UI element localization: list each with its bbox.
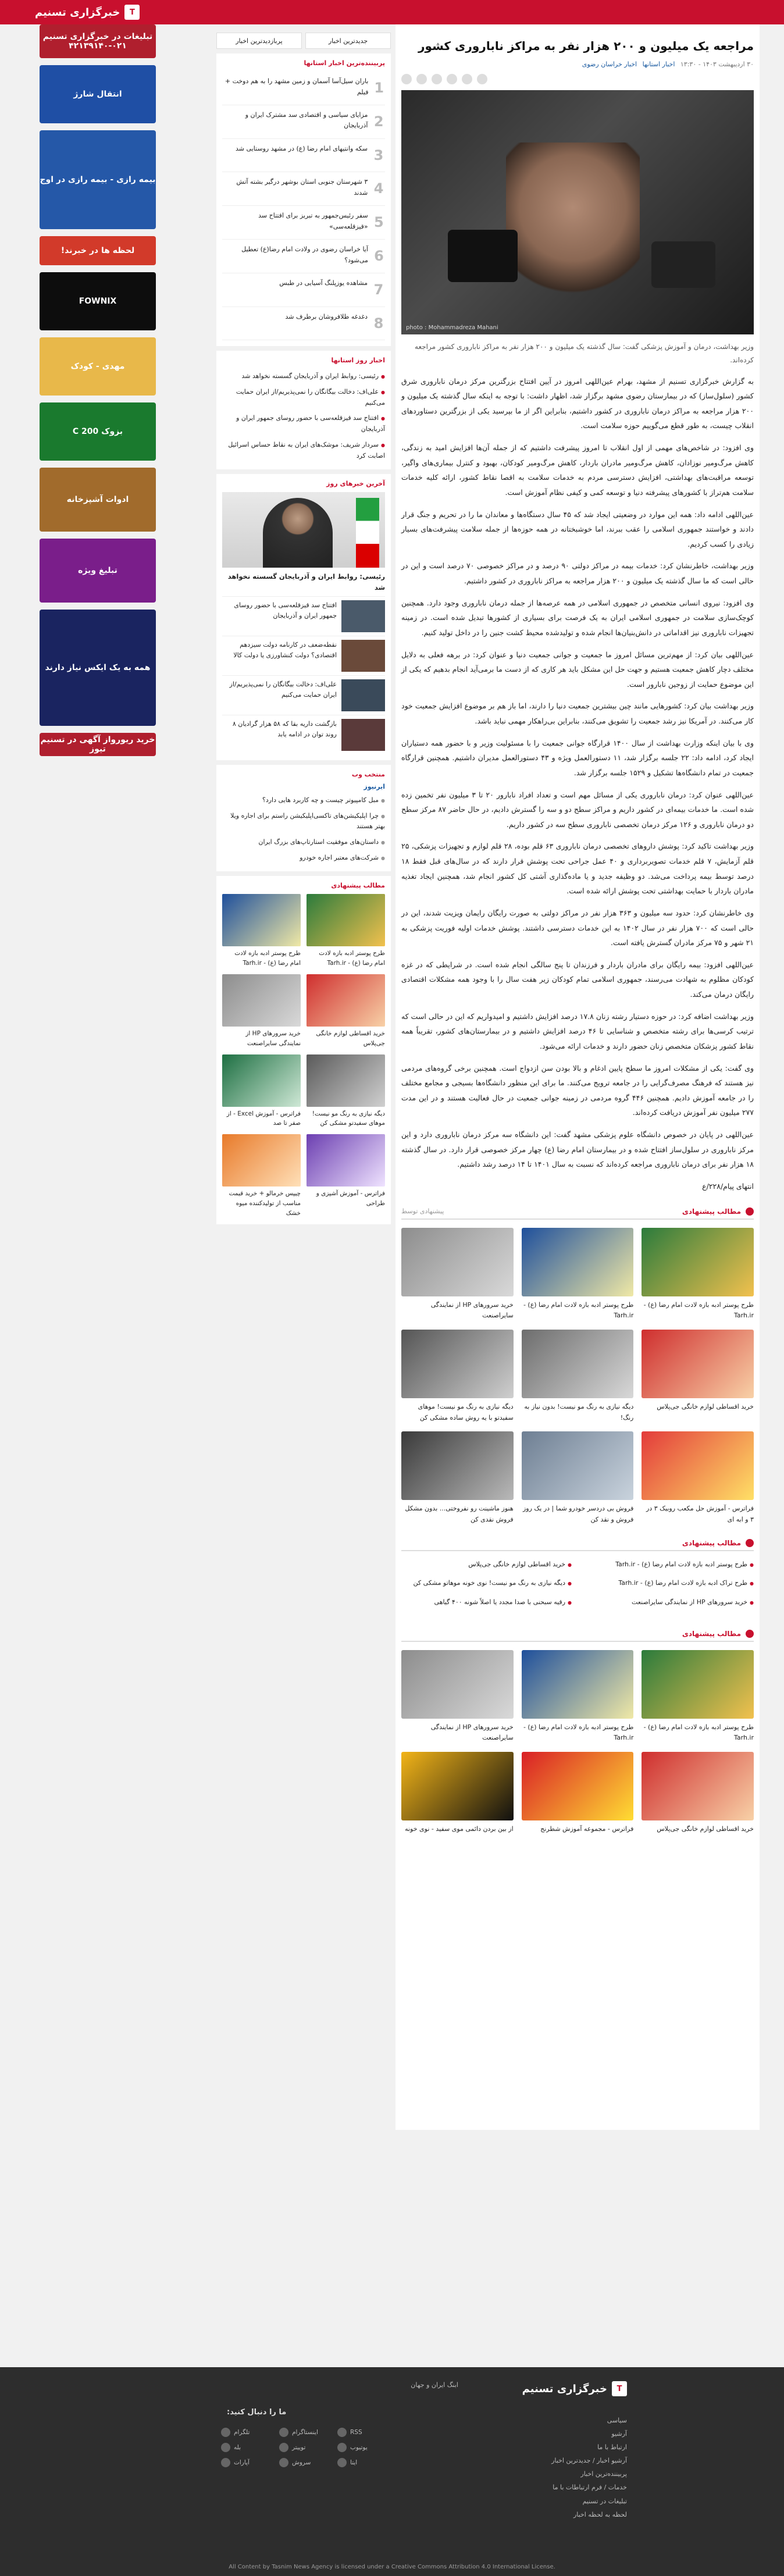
copyright-text: All Content by Tasnim News Agency is licensed under a Creative Commons Attribution 4.0 International License. xyxy=(229,2564,555,2570)
web-picks-box xyxy=(216,765,391,871)
article-paragraph: عین‌اللهی بیان کرد: از مهم‌ترین مسائل امروز ما جمعیت و جوانی جمعیت دنیا و عنوان کرد: در برهه فعلی به دلایل مختلف دچار کاهش جمعیت هستیم و جهت حل این مشکل باید هر کاری که از دست ما برمی‌آید انجام بدهیم که یکی از این موضوع حمایت از زوجین نابارور است. xyxy=(401,650,754,689)
image-caption: photo : Mohammadreza Mahani xyxy=(406,325,498,331)
text-recommendations xyxy=(401,1551,754,1616)
ranked-news-item[interactable] xyxy=(222,139,385,173)
article-paragraph: به گزارش خبرگزاری تسنیم از مشهد، بهرام عین‌اللهی امروز در آیین افتتاح بزرگترین مرکز درمان ناباروری شرق کشور (سلول‌ساز) که در بیمارستان رضوی مشهد برگزار شد، اظهار داشت: با توجه به اینکه سال گذشته یک میلیون و ۲۰۰ هزار مراجعه به مراکز درمان ناباروری در کشور داشتیم، بنابراین اگر از ما بپرسید یکی از بزرگترین دستاوردهای انقلاب چیست، به طور قطع می‌گوییم حوزه سلامت است. xyxy=(401,376,754,430)
ranked-news-title[interactable]: سفر رئیس‌جمهور به تبریز برای افتتاح سد «قیزقلعه‌سی» xyxy=(258,212,368,230)
footer-logo[interactable] xyxy=(522,2381,627,2396)
text-recommendation-link[interactable]: ● طرح تراک ادبه بازه لادت امام رضا (ع) - Tarh.ir xyxy=(583,1576,754,1591)
follow-link-label: اینستاگرام xyxy=(292,2429,318,2436)
ranked-news-item[interactable] xyxy=(222,273,385,307)
logo-text: خبرگزاری تسنیم xyxy=(35,6,120,19)
social-icon xyxy=(279,2443,288,2452)
recommendation-thumbnail[interactable] xyxy=(642,1431,754,1500)
article-paragraph: وی با بیان اینکه وزارت بهداشت از سال ۱۴۰۰ قرارگاه جوانی جمعیت را با مسئولیت وزیر و با حضور همه دستیاران ایجاد کرد، ادامه داد: ۲۲ جلسه برگزار شد، ۱۱ دستورالعمل ویژه و ۴۳ دستورالعمل مدیران داشتیم. همچنین قرارگاه جمعیت در تمام دانشگاه‌ها تشکیل و ۱۵۲۹ جلسه برگزار شد. xyxy=(401,738,754,777)
recommendation-thumbnail[interactable] xyxy=(401,1752,514,1820)
feature-news-image[interactable] xyxy=(222,492,385,568)
sidebar-recommendation-card[interactable] xyxy=(222,1134,301,1218)
sidebar-recommendations-grid xyxy=(222,894,385,1218)
recommendations-grid xyxy=(401,1228,754,1526)
rank-number: 7 xyxy=(373,281,384,298)
recommendation-card[interactable] xyxy=(642,1228,754,1321)
advertisement-banner[interactable]: تبلیغات در خبرگزاری تسنیم ۰۲۱-۴۲۱۳۹۱۴۰ xyxy=(40,24,156,58)
latest-news-title[interactable]: علی‌اف: دخالت بیگانگان را نمی‌پذیریم/از ایران حمایت می‌کنیم xyxy=(229,680,337,699)
latest-news-title: آخرین خبرهای روز xyxy=(326,480,385,488)
recommendation-thumbnail[interactable] xyxy=(642,1228,754,1296)
province-news-link[interactable]: ● افتتاح سد قیزقلعه‌سی با حضور روسای جمهور ایران و آذربایجان xyxy=(222,411,385,437)
footer-link[interactable]: آرشیو xyxy=(611,2430,627,2438)
web-pick-link[interactable]: ● چرا اپلیکیشن‌های تاکسی‌اپلیکیشن راستم برای اجاره ویلا بهتر هستند xyxy=(222,808,385,835)
recommendation-card[interactable] xyxy=(522,1650,634,1744)
recommendation-card[interactable] xyxy=(642,1650,754,1744)
recommendation-title[interactable]: فراترس - مجموعه آموزش شطرنج xyxy=(540,1825,634,1833)
section-dot-icon xyxy=(746,1539,754,1547)
latest-news-list xyxy=(222,596,385,754)
rank-number: 8 xyxy=(373,315,384,332)
social-icon xyxy=(337,2443,347,2452)
most-viewed-list xyxy=(222,72,385,340)
footer-link[interactable]: لحظه به لحظه اخبار xyxy=(573,2510,627,2518)
latest-news-item[interactable] xyxy=(222,636,385,675)
latest-news-box xyxy=(216,474,391,760)
article-paragraph: وزیر بهداشت، خاطرنشان کرد: خدمات بیمه در مراکز دولتی ۹۰ درصد و در مراکز خصوصی ۷۰ درصد است و این در حالی است که ما سال گذشته یک میلیون و ۲۰۰ هزار مراجعه به مراکز ناباروری در کشور داشتیم. xyxy=(401,561,754,586)
rank-number: 3 xyxy=(373,147,384,163)
ranked-news-title[interactable]: ۳ شهرستان جنوبی استان بوشهر درگیر بشته آتش شدند xyxy=(236,178,368,197)
recommendation-thumbnail[interactable] xyxy=(642,1330,754,1398)
sidebar-recommendation-title[interactable]: فراترس - آموزش Excel - از صفر تا صد xyxy=(226,1110,301,1127)
latest-news-thumbnail[interactable] xyxy=(341,719,385,751)
recommendation-thumbnail[interactable] xyxy=(522,1650,634,1719)
text-recommendation-link[interactable]: ● خرید اقساطی لوازم خانگی جی‌پلاس xyxy=(401,1557,572,1573)
social-icon xyxy=(279,2458,288,2467)
footer-logo-text: خبرگزاری تسنیم xyxy=(522,2382,607,2395)
latest-news-thumbnail[interactable] xyxy=(341,679,385,711)
sidebar-recommendation-title[interactable]: دیگه نیازی به رنگ مو نیست! موهای سفیدتو مشکی کن xyxy=(312,1110,385,1127)
latest-news-item[interactable] xyxy=(222,675,385,715)
follow-link[interactable] xyxy=(337,2428,390,2437)
province-news-link[interactable]: ● سردار شریف: موشک‌های ایران به نقاط حساس اسرائیل اصابت کرد xyxy=(222,437,385,464)
article-paragraph: وزیر بهداشت تاکید کرد: پوشش داروهای تخصصی درمان ناباروری ۶۳ قلم بوده، ۲۸ قلم لوازم و تجهیزات پزشکی، ۲۵ قلم آزمایش، ۷ قلم خدمات تصویربرداری و ۴۰ عمل جراحی تحت پوشش قرار دارند که در سال‌های قبل فقط ۱۸ درصد توسط بیمه پرداخت می‌شد. دو وظیفه جدید و یا ماده‌گذاری آشتی کل کشور انجام شد، همچنین ایجاد تغذیه مادران باردار با حمایت بهداشتی تحت پوشش ارائه شده است. xyxy=(401,842,754,896)
article-paragraph: وزیر بهداشت اضافه کرد: در حوزه دستیار رشته زنان ۱۷.۸ درصد افزایش داشتیم و امیدواریم که این در حالی است که ترتیب کرسی‌ها برای رشته متخصص و شناسایی تا ۴۶ درصد افزایش داشتیم و در بیمارستان‌های کشور، تقریباً همه نقاط کشور پزشکان متخصص زنان حضور دارند و خدمات ارائه می‌شود. xyxy=(401,1011,754,1050)
follow-link-label: تلگرام xyxy=(234,2429,250,2436)
follow-link-label: آپارات xyxy=(234,2459,250,2466)
recommendation-card[interactable] xyxy=(401,1650,514,1744)
recommendation-card[interactable] xyxy=(522,1752,634,1835)
article-column xyxy=(395,24,760,2130)
recommendation-title[interactable]: خرید اقساطی لوازم خانگی جی‌پلاس xyxy=(657,1402,754,1410)
sidebar-recommendation-title[interactable]: خرید اقساطی لوازم خانگی جی‌پلاس xyxy=(316,1030,385,1047)
ranked-news-item[interactable] xyxy=(222,72,385,105)
province-news-link[interactable]: ● رئیسی: روابط ایران و آذربایجان گسسته نخواهد شد xyxy=(222,369,385,384)
site-header xyxy=(0,0,784,24)
recommendation-card[interactable] xyxy=(642,1752,754,1835)
provinces-news-list xyxy=(222,369,385,464)
microphone-icon xyxy=(651,241,715,288)
article-body xyxy=(401,374,754,1194)
sidebar-recommendation-card[interactable] xyxy=(307,894,385,968)
recommendation-card[interactable] xyxy=(522,1330,634,1423)
recommendation-card[interactable] xyxy=(401,1228,514,1321)
share-icon[interactable] xyxy=(416,74,427,84)
sidebar-recommendation-thumbnail[interactable] xyxy=(222,974,301,1027)
sidebar-recommendation-card[interactable] xyxy=(222,894,301,968)
recommendation-title[interactable]: فراترس - آموزش حل مکعب روبیک ۳ در ۳ و ابه ای xyxy=(646,1505,754,1524)
recommendation-thumbnail[interactable] xyxy=(401,1330,514,1398)
latest-news-item[interactable] xyxy=(222,596,385,636)
ranked-news-item[interactable] xyxy=(222,105,385,139)
tab-most-viewed[interactable]: پربازدیدترین اخبار xyxy=(216,33,302,49)
microphone-icon xyxy=(448,230,518,282)
provinces-news-title: اخبار روز استانها xyxy=(331,357,385,365)
footer-logo-mark-icon: T xyxy=(612,2381,627,2396)
ranked-news-title[interactable]: باران سیل‌آسا آسمان و زمین مشهد را به هم دوخت + فیلم xyxy=(224,77,369,96)
advertisement-banner[interactable]: ادوات آشپزخانه xyxy=(40,468,156,532)
social-icon xyxy=(279,2428,288,2437)
footer-link[interactable]: پربیننده‌ترین اخبار xyxy=(580,2470,627,2478)
article-paragraph: وی افزود: نیروی انسانی متخصص در جمهوری اسلامی در همه عرصه‌ها از جمله درمان ناباروری وجود دارد. همچنین کوچک‌سازی سلامت در جمهوری اسلامی ایران به یک فرصت برای بسیاری از کشورها تبدیل شده است. در زمینه تجهیزات ناباروری نیز اقداماتی در دانش‌بنیان‌ها انجام شده و تولیدشده محیط کشت جنین را در داخل تولید کنیم. xyxy=(401,598,754,637)
recommendations-source: پیشنهادی توسط xyxy=(401,1207,444,1216)
recommendations-title: مطالب پیشنهادی xyxy=(682,1207,741,1216)
advertisement-banner[interactable]: مهدی - کودک xyxy=(40,337,156,396)
latest-news-title[interactable]: بازگشت داریه بقا که ۵۸ هزار گرادیان ۸ روند توان در ادامه یابد xyxy=(232,719,337,738)
sidebar-recommendation-card[interactable] xyxy=(222,974,301,1049)
recommendation-card[interactable] xyxy=(401,1752,514,1835)
recommendation-card[interactable] xyxy=(642,1431,754,1525)
recommendation-title[interactable]: خرید سرورهای HP از نمایندگی سایراصنعت xyxy=(430,1723,514,1742)
recommendation-card[interactable] xyxy=(401,1431,514,1525)
recommendations2-header xyxy=(401,1627,754,1642)
latest-news-title[interactable]: نقطه‌ضعف در کارنامه دولت سیزدهم اقتصادی؟ دولت کنشاورزی یا دولت کالا xyxy=(233,640,337,659)
advertisement-banner[interactable]: همه به یک ایکس نیاز دارند xyxy=(40,610,156,726)
flag-image xyxy=(356,498,379,568)
recommendation-card[interactable] xyxy=(522,1431,634,1525)
font-size-icon[interactable] xyxy=(477,74,487,84)
ranked-news-item[interactable] xyxy=(222,307,385,341)
sidebar-tabs xyxy=(216,33,391,49)
follow-link[interactable] xyxy=(279,2428,332,2437)
sidebar-recommendation-title[interactable]: طرح پوستر ادبه بازه لادت امام رضا (ع) - Tarh.ir xyxy=(319,950,385,967)
text-recommendation-link[interactable]: ● خرید سرورهای HP از نمایندگی سایراصنعت xyxy=(583,1595,754,1611)
rank-number: 4 xyxy=(373,180,384,197)
article-paragraph: وی افزود: در شاخص‌های مهمی از اول انقلاب تا امروز پیشرفت داشتیم که از جمله آن‌ها افزایش امید به زندگی، کاهش مرگ‌ومیر نوزادان، کاهش مرگ‌ومیر مادران باردار، کاهش مرگ‌ومیر کودکان، بهبود و کنترل بیماری‌های واگیر، توسعه مراقبت‌های بهداشتی، افزایش دسترسی مردم به خدمات سلامت به اقصا نقاط کشور، ارائه کلیه خدمات سلامت هم‌تراز با کشورهای پیشرفته دنیا و توسعه کمی و کیفی نظام آموزش است. xyxy=(401,443,754,497)
ranked-news-title[interactable]: سکه وانتیهای امام رضا (ع) در مشهد روستایی شد xyxy=(235,144,368,152)
recommendation-title[interactable]: خرید اقساطی لوازم خانگی جی‌پلاس xyxy=(657,1825,754,1833)
web-picks-title: منتخب وب xyxy=(351,770,385,778)
footer-link[interactable]: سیاسی xyxy=(607,2417,627,2424)
site-logo[interactable] xyxy=(35,5,140,20)
footer-links xyxy=(551,2414,627,2521)
follow-link-label: سروش xyxy=(292,2459,311,2466)
recommendation-thumbnail[interactable] xyxy=(642,1650,754,1719)
article-paragraph: عین‌اللهی در پایان در خصوص دانشگاه علوم پزشکی مشهد گفت: این دانشگاه سه مرکز درمان ناباروری دارد و این مرکز ناباروری در سلول‌ساز افتتاح شده و در بیمارستان امام رضا (ع) چهار مرکز خصوصی قرار دارد. در سال گذشته ۱۸ هزار نفر برای درمان ناباروری مراجعه کرده‌اند که نسبت به سال ۱۴۰۱ تا ۱۴ درصد رشد داشتیم. xyxy=(401,1130,754,1169)
advertisement-banner[interactable]: لحظه ها در خبرند! xyxy=(40,236,156,265)
rank-number: 2 xyxy=(373,113,384,130)
advertisement-banner[interactable]: انتقال شارژ xyxy=(40,65,156,123)
tab-latest[interactable]: جدیدترین اخبار xyxy=(305,33,391,49)
recommendation-thumbnail[interactable] xyxy=(401,1431,514,1500)
latest-news-thumbnail[interactable] xyxy=(341,640,385,672)
ranked-news-title[interactable]: مشاهده یوزپلنگ آسیایی در طبس xyxy=(279,279,368,287)
article-tag-provinces[interactable]: اخبار استانها xyxy=(642,60,675,68)
article-tag-khorasan[interactable]: اخبار خراسان رضوی xyxy=(582,60,637,68)
article-main-image xyxy=(401,90,754,334)
advertisement-banner[interactable]: بزوک C 200 xyxy=(40,402,156,461)
follow-link[interactable] xyxy=(221,2458,273,2467)
sidebar-recommendation-thumbnail[interactable] xyxy=(222,894,301,946)
web-pick-link[interactable]: ● شرکت‌های معتبر اجاره خودرو xyxy=(222,850,385,866)
latest-news-title[interactable]: افتتاح سد قیزقلعه‌سی با حضور روسای جمهور ایران و آذربایجان xyxy=(234,601,337,619)
article-paragraph: وی گفت: یکی از مشکلات امروز ما سطح پایین ادغام و بالا بودن سن ازدواج است. همچنین برخی گروه‌های مردمی نیز هستند که فرهنگ مصرف‌گرایی را در جامعه ترویج می‌کنند. ما برای این منظور دانشگاه‌ها بسیجی و مجامع مختلف را در جامعه آموزش دادیم. همچنین ۴۴۶ گروه مردمی در زمینه جوانی جمعیت در حال فعالیت هستند و در این مدت ۲۷۷ میلیون نفر آموزش دریافت کرده‌اند. xyxy=(401,1063,754,1117)
most-viewed-box xyxy=(216,54,391,346)
recommendation-card[interactable] xyxy=(642,1330,754,1423)
follow-title: ما را دنبال کنید: xyxy=(227,2408,287,2417)
ranked-news-item[interactable] xyxy=(222,240,385,273)
section-dot-icon xyxy=(746,1630,754,1638)
follow-link[interactable] xyxy=(221,2443,273,2452)
sidebar-recommendation-card[interactable] xyxy=(307,1054,385,1129)
most-viewed-title: پربیننده‌ترین اخبار استانها xyxy=(304,59,385,67)
recommendation-card[interactable] xyxy=(522,1228,634,1321)
follow-link[interactable] xyxy=(279,2443,332,2452)
feature-news-caption[interactable]: رئیسی: روابط ایران و آذربایجان گسسته نخواهد شد xyxy=(227,572,385,592)
follow-link[interactable] xyxy=(337,2458,390,2467)
print-icon[interactable] xyxy=(401,74,412,84)
sidebar-recommendation-title[interactable]: چیپس خرمالو + خرید قیمت مناسب از تولیدکننده میوه خشک xyxy=(229,1190,301,1217)
recommendations-header xyxy=(401,1205,754,1220)
social-icon xyxy=(221,2458,230,2467)
recommendation-title[interactable]: دیگه نیازی به رنگ مو نیست! موهای سفیدتو با یه روش ساده مشکی کن xyxy=(418,1402,514,1421)
recommendation-thumbnail[interactable] xyxy=(401,1228,514,1296)
recommendation-thumbnail[interactable] xyxy=(401,1650,514,1719)
sidebar-recommendation-card[interactable] xyxy=(222,1054,301,1129)
recommendation-title[interactable]: هنوز ماشینت رو نفروختی... بدون مشکل فروش نقدی کن xyxy=(405,1505,514,1524)
article-paragraph: عین‌اللهی عنوان کرد: درمان ناباروری یکی از مسائل مهم است و تعداد افراد نابارور ۲۰ تا ۳ میلیون نفر تخمین زده شده است. ما خدمات بیمه‌ای در کشور داریم و مراکز سطح دو و سه را گسترش دادیم، در حال حاضر ۸۷ مرکز سطح دو درمان ناباروری و ۱۲۶ مرکز درمان تخصصی ناباروری سطح سه در کشور داریم. xyxy=(401,790,754,829)
ranked-news-title[interactable]: مزایای سیاسی و اقتصادی سد مشترک ایران و آذربایجان xyxy=(245,111,368,130)
web-pick-link[interactable]: ● مبل کامپیوتر چیست و چه کاربرد هایی دارد؟ xyxy=(222,793,385,808)
rank-number: 1 xyxy=(374,80,384,96)
recommendation-thumbnail[interactable] xyxy=(642,1752,754,1820)
telegram-icon[interactable] xyxy=(432,74,442,84)
sidebar-recommendation-card[interactable] xyxy=(307,974,385,1049)
sidebar-recommendation-title[interactable]: فراترس - آموزش آشپزی و طراحی xyxy=(316,1190,385,1207)
whatsapp-icon[interactable] xyxy=(447,74,457,84)
logo-mark-icon: T xyxy=(124,5,140,20)
sidebar-recommendation-thumbnail[interactable] xyxy=(222,1054,301,1107)
social-icon xyxy=(221,2428,230,2437)
rank-number: 6 xyxy=(374,247,384,264)
recommendation-title[interactable]: طرح پوستر ادبه بازه لادت امام رضا (ع) - Tarh.ir xyxy=(643,1723,754,1742)
follow-link[interactable] xyxy=(279,2458,332,2467)
article-meta xyxy=(401,60,754,68)
web-pick-link[interactable]: ● داستان‌های موفقیت استارتاپ‌های بزرگ ایران xyxy=(222,835,385,850)
text-recommendation-link[interactable]: ● دیگه نیازی به رنگ مو نیست! نوی خونه موهاتو مشکی کن xyxy=(401,1576,572,1591)
ranked-news-item[interactable] xyxy=(222,206,385,240)
follow-link[interactable] xyxy=(337,2443,390,2452)
section-dot-icon xyxy=(746,1207,754,1216)
advertisement-banner[interactable]: خرید ریورواز آگهی در تسنیم تیوز xyxy=(40,733,156,756)
latest-news-thumbnail[interactable] xyxy=(341,600,385,632)
sidebar-recommendations-box xyxy=(216,876,391,1224)
recommendations2-grid xyxy=(401,1650,754,1835)
recommendation-title[interactable]: طرح پوستر ادبه بازه لادت امام رضا (ع) - Tarh.ir xyxy=(643,1301,754,1320)
recommendation-thumbnail[interactable] xyxy=(522,1431,634,1500)
text-recommendation-link[interactable]: ● طرح پوستر ادبه بازه لادت امام رضا (ع) - Tarh.ir xyxy=(583,1557,754,1573)
advertisement-banner[interactable]: بیمه رازی - بیمه رازی در اوج xyxy=(40,130,156,229)
recommendation-title[interactable]: از بین بردن دائمی موی سفید - نوی خونه xyxy=(405,1825,514,1833)
article-paragraph: وی خاطرنشان کرد: حدود سه میلیون و ۳۶۳ هزار نفر در مراکز دولتی به صورت رایگان رایمان ویزیت شدند، این در حالی است که ۷۰۰ هزار نفر در سال ۱۴۰۲ به این خدمات دسترسی داشتند. پوشش خدمات اولیه فوریت پزشکی به ۲۱ شهر و ۷۵ مرکز مادران گسترش یافته است. xyxy=(401,908,754,947)
article-paragraph: عین‌اللهی افزود: بیمه رایگان برای مادران باردار و فرزندان تا پنج سالگی انجام شده است. در شرایطی که در غزه کودکان مظلوم به شهادت می‌رسند، جمهوری اسلامی تمام کودکان زیر هفت سال را با وجود همه مشکلات اقتصادی رایگان درمان می‌کند. xyxy=(401,960,754,999)
article-paragraph: انتهای پیام/۲۲۸/ع xyxy=(702,1181,754,1191)
footer-link[interactable]: خدمات / فرم ارتباطات با ما xyxy=(553,2484,627,2492)
text-recommendations-header xyxy=(401,1536,754,1551)
rank-number: 5 xyxy=(373,214,384,231)
follow-link-label: توییتر xyxy=(292,2444,306,2451)
sidebar-recommendations-title: مطالب پیشنهادی xyxy=(331,882,385,890)
sidebar xyxy=(216,24,391,1217)
ranked-news-title[interactable]: آیا خراسان رضوی در ولادت امام رضا(ع) تعطیل می‌شود؟ xyxy=(241,245,368,264)
recommendation-thumbnail[interactable] xyxy=(522,1752,634,1820)
recommendation-title[interactable]: طرح پوستر ادبه بازه لادت امام رضا (ع) - Tarh.ir xyxy=(523,1723,634,1742)
article-date: ۳۰ اردیبهشت ۱۴۰۳ - ۱۳:۳۰ xyxy=(680,60,754,68)
recommendations2-title: مطالب پیشنهادی xyxy=(682,1629,741,1638)
follow-link-label: یوتیوب xyxy=(350,2444,368,2451)
text-recommendation-link[interactable]: ● رقیه سبحنی با صدا مجدد یا اصلاً شونه ۴۰۰ گیاهی xyxy=(401,1595,572,1611)
article-paragraph: عین‌اللهی ادامه داد: همه این موارد در وضعیتی ایجاد شد که ۴۵ سال دستگاه‌ها و معاندان ما را در تحریم و جنگ قرار دادند و خواستند جمهوری اسلامی را عقب ببرند، اما خوشبختانه در همه حوزه‌ها از جمله سلامت پیشرفت‌های بسیار زیادی را کسب کردیم. xyxy=(401,510,754,548)
latest-news-item[interactable] xyxy=(222,715,385,754)
recommendation-title[interactable]: طرح پوستر ادبه بازه لادت امام رضا (ع) - Tarh.ir xyxy=(523,1301,634,1320)
recommendation-thumbnail[interactable] xyxy=(522,1228,634,1296)
text-recommendations-title: مطالب پیشنهادی xyxy=(682,1538,741,1547)
sidebar-recommendation-title[interactable]: طرح پوستر ادبه بازه لادت امام رضا (ع) - Tarh.ir xyxy=(234,950,301,967)
recommendation-title[interactable]: فروش بی دردسر خودرو شما | در یک روز فروش و نقد کن xyxy=(522,1505,634,1524)
follow-link-label: بله xyxy=(234,2444,241,2451)
sidebar-recommendation-thumbnail[interactable] xyxy=(307,894,385,946)
sidebar-recommendation-title[interactable]: خرید سرورهای HP از نمایندگی سایراصنعت xyxy=(245,1030,301,1047)
ads-column xyxy=(40,24,156,763)
article-paragraph: وزیر بهداشت بیان کرد: کشورهایی مانند چین بیشترین جمعیت دنیا را دارند، اما باز هم بر موضوع افزایش جمعیت خود کار می‌کنند. در آمریکا نیز رشد جمعیت را تشویق می‌کنند، بنابراین بی‌راهکار مهمی نباید باشد. xyxy=(401,701,754,726)
speaker-photo xyxy=(506,142,640,305)
recommendation-title[interactable]: خرید سرورهای HP از نمایندگی سایراصنعت xyxy=(430,1301,514,1320)
social-icon xyxy=(337,2458,347,2467)
sidebar-recommendation-card[interactable] xyxy=(307,1134,385,1218)
social-icon xyxy=(337,2428,347,2437)
follow-link-label: RSS xyxy=(350,2429,362,2436)
social-icon xyxy=(221,2443,230,2452)
ranked-news-title[interactable]: دغدغه طلافروشان برطرف شد xyxy=(285,312,368,320)
sidebar-recommendation-thumbnail[interactable] xyxy=(307,1134,385,1187)
footer-link[interactable]: ارتباط با ما xyxy=(597,2443,627,2452)
share-toolbar xyxy=(401,74,754,84)
site-footer xyxy=(0,2367,784,2576)
follow-link-label: ایتا xyxy=(350,2459,358,2466)
advertisement-banner[interactable]: FOWNIX xyxy=(40,272,156,330)
provinces-news-box xyxy=(216,351,391,469)
recommendation-card[interactable] xyxy=(401,1330,514,1423)
province-news-link[interactable]: ● علی‌اف: دخالت بیگانگان را نمی‌پذیریم/از ایران حمایت می‌کنیم xyxy=(222,384,385,411)
article-title: مراجعه یک میلیون و ۲۰۰ هزار نفر به مراکز ناباروری کشور xyxy=(418,39,754,53)
footer-link[interactable]: آرشیو اخبار / جدیدترین اخبار xyxy=(551,2457,627,2465)
article-lead: وزیر بهداشت، درمان و آموزش پزشکی گفت: سال گذشته یک میلیون و ۲۰۰ هزار نفر به مراکز ناباروری کشور مراجعه کرده‌اند. xyxy=(415,343,754,364)
advertisement-banner[interactable]: تبلیغ ویژه xyxy=(40,539,156,603)
follow-links xyxy=(221,2428,390,2467)
recommendation-title[interactable]: دیگه نیازی به رنگ مو نیست! بدون نیاز به رنگ! xyxy=(524,1402,634,1421)
footer-mid-text: ابنگ ایران و جهان xyxy=(411,2381,458,2389)
sidebar-recommendation-thumbnail[interactable] xyxy=(222,1134,301,1187)
sidebar-recommendation-thumbnail[interactable] xyxy=(307,974,385,1027)
recommendation-thumbnail[interactable] xyxy=(522,1330,634,1398)
sidebar-recommendation-thumbnail[interactable] xyxy=(307,1054,385,1107)
person-photo xyxy=(263,498,333,568)
footer-link[interactable]: تبلیغات در تسنیم xyxy=(582,2497,627,2505)
follow-link[interactable] xyxy=(221,2428,273,2437)
web-picks-list xyxy=(222,793,385,865)
ranked-news-item[interactable] xyxy=(222,172,385,206)
web-picks-brand[interactable]: ایرنیوز xyxy=(364,782,385,790)
twitter-icon[interactable] xyxy=(462,74,472,84)
